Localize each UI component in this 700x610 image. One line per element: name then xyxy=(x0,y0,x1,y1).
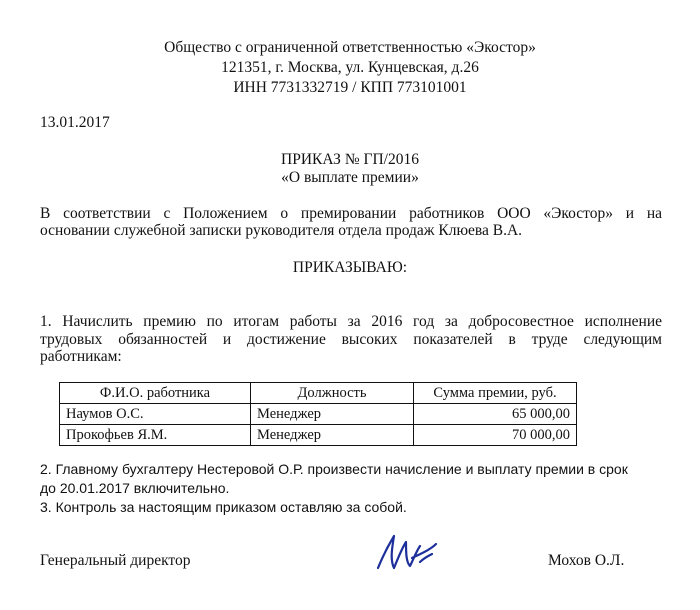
item3-line: 3. Контроль за настоящим приказом оставляю за собой. xyxy=(40,499,407,515)
item1-line-2: трудовых обязанностей и достижение высоких показателей в труде следующим xyxy=(40,331,662,348)
org-name: Общество с ограниченной ответственностью «Экостор» xyxy=(164,39,536,56)
position-cell: Менеджер xyxy=(251,404,414,425)
position-cell: Менеджер xyxy=(251,425,414,446)
document-date: 13.01.2017 xyxy=(40,114,110,131)
table-row xyxy=(60,404,577,425)
table-header-cell: Должность xyxy=(251,383,414,404)
signatory-name: Мохов О.Л. xyxy=(548,552,625,569)
preamble-line-2: основании служебной записки руководителя отдела продаж Клюева В.А. xyxy=(40,222,523,239)
employee-name-cell: Наумов О.С. xyxy=(60,404,251,425)
item1-line-3: работникам: xyxy=(40,348,122,365)
org-address: 121351, г. Москва, ул. Кунцевская, д.26 xyxy=(221,59,479,76)
table-header-row xyxy=(60,383,577,404)
preamble-line-1: В соответствии с Положением о премировании работников ООО «Экостор» и на xyxy=(40,205,662,222)
item2-line-2: до 20.01.2017 включительно. xyxy=(40,480,230,496)
bonus-amount-cell: 70 000,00 xyxy=(414,425,577,446)
table-row xyxy=(60,425,577,446)
employee-name-cell: Прокофьев Я.М. xyxy=(60,425,251,446)
order-subject: «О выплате премии» xyxy=(281,169,419,186)
order-number: ПРИКАЗ № ГП/2016 xyxy=(281,151,419,168)
item2-line-1: 2. Главному бухгалтеру Нестеровой О.Р. произвести начисление и выплату премии в срок xyxy=(40,461,628,477)
signature-graphic xyxy=(372,528,442,578)
signatory-title: Генеральный директор xyxy=(40,552,191,569)
org-tax-ids: ИНН 7731332719 / КПП 773101001 xyxy=(233,79,467,96)
bonus-amount-cell: 65 000,00 xyxy=(414,404,577,425)
command-heading: ПРИКАЗЫВАЮ: xyxy=(292,259,408,276)
item1-line-1: 1. Начислить премию по итогам работы за 2016 год за добросовестное исполнение xyxy=(40,313,662,330)
table-header-cell: Ф.И.О. работника xyxy=(60,383,251,404)
table-header-cell: Сумма премии, руб. xyxy=(414,383,577,404)
bonus-table xyxy=(59,382,577,446)
